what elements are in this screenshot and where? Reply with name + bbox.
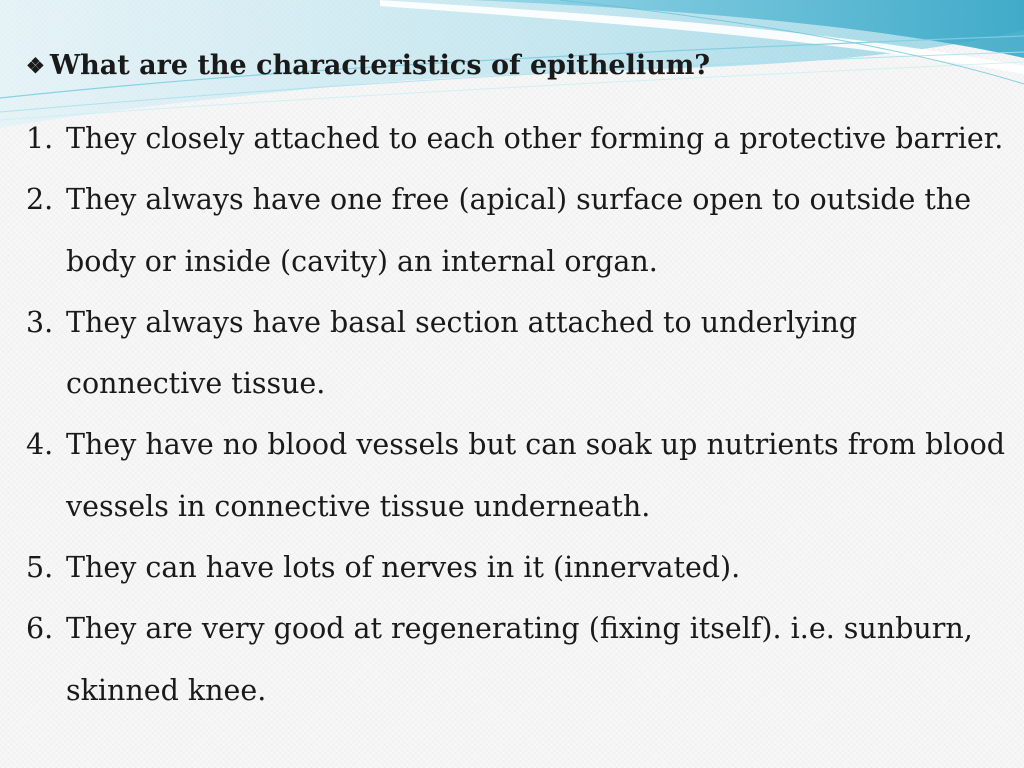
item-number: 1.: [26, 122, 54, 155]
item-text: They have no blood vessels but can soak up nutrients from blood vessels in connective tissue underneath.: [66, 428, 1006, 523]
item-text: They always have one free (apical) surface open to outside the body or inside (cavity) an internal organ.: [66, 183, 972, 278]
item-text: They closely attached to each other forming a protective barrier.: [66, 122, 1004, 155]
item-number: 2.: [26, 183, 54, 217]
list-item: [26, 537, 1016, 598]
list-item: [26, 414, 1016, 537]
list-item: [26, 108, 1016, 169]
item-number: 5.: [26, 551, 54, 585]
item-number: 4.: [26, 428, 54, 462]
list-item: [26, 169, 1016, 292]
slide-title: [26, 46, 710, 86]
slide-title-text: What are the characteristics of epithelium?: [49, 50, 711, 81]
list-item: [26, 292, 1016, 415]
item-text: They can have lots of nerves in it (innervated).: [66, 551, 741, 585]
item-text: They always have basal section attached to underlying connective tissue.: [66, 305, 858, 401]
list-item: [26, 598, 1016, 721]
item-number: 3.: [26, 305, 54, 339]
diamond-bullet-icon: ❖: [26, 53, 45, 78]
characteristics-list: [26, 108, 1016, 721]
item-number: 6.: [26, 612, 54, 646]
item-text: They are very good at regenerating (fixing itself). i.e. sunburn, skinned knee.: [66, 612, 973, 707]
